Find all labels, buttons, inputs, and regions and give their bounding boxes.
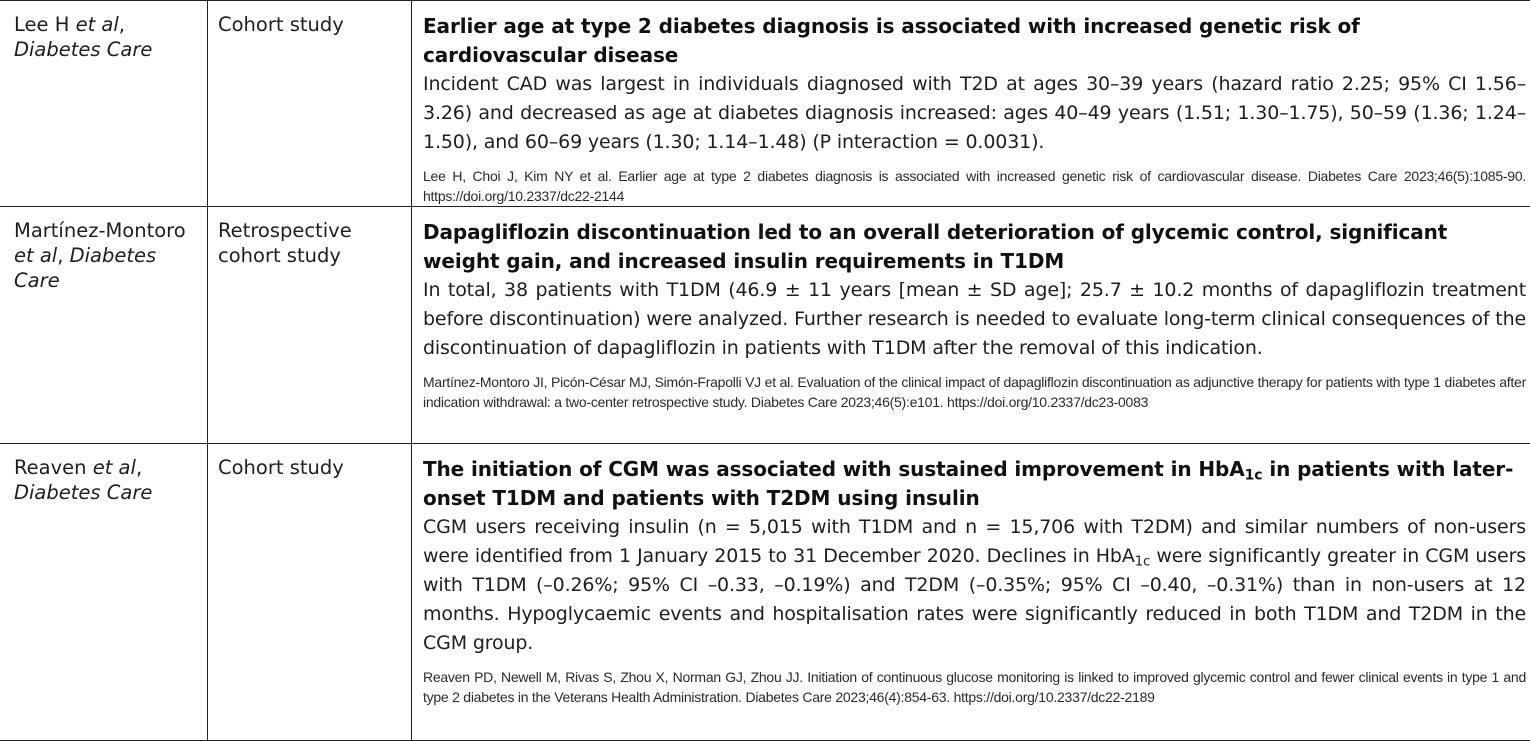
design-cell (208, 444, 412, 741)
author-name: Reaven (14, 456, 93, 479)
finding-summary: In total, 38 patients with T1DM (46.9 ± 11 years [mean ± SD age]; 25.7 ± 10.2 months of dapagliflozin treatment before discontinuation) were analyzed. Further research is needed to evaluate long-term clinical consequences of the discontinuation of dapagliflozin in patients with T1DM after the removal of this indication. (423, 276, 1526, 363)
finding-title: Dapagliflozin discontinuation led to an overall deterioration of glycemic control, significant weight gain, and increased insulin requirements in T1DM (423, 218, 1526, 276)
reference: Martínez-Montoro JI, Picón-César MJ, Simón-Frapolli VJ et al. Evaluation of the clinical impact of dapagliflozin discontinuation as adjunctive therapy for patients with type 1 diabetes after indication withdrawal: a two-center retrospective study. Diabetes Care 2023;46(5):e101. https://doi.org/10.2337/dc23-0083 (423, 372, 1526, 412)
finding-title (423, 455, 1526, 513)
design-cell (208, 1, 412, 207)
study-design: Cohort study (208, 444, 411, 480)
reference: Reaven PD, Newell M, Rivas S, Zhou X, Norman GJ, Zhou JJ. Initiation of continuous glucose monitoring is linked to improved glycemic control and fewer clinical events in type 1 and type 2 diabetes in the Veterans Health Administration. Diabetes Care 2023;46(4):854-63. https://doi.org/10.2337/dc22-2189 (423, 667, 1526, 707)
finding-summary (423, 513, 1526, 658)
finding-summary-part: were significantly greater in CGM users with T1DM (–0.26%; 95% CI –0.33, –0.19%) and T2DM (–0.35%; 95% CI –0.40, –0.31%) than in non-users at 12 months. Hypoglycaemic events and hospitalisation rates were significantly reduced in both T1DM and T2DM in the CGM group. (423, 545, 1526, 654)
journal-name: Diabetes Care (14, 481, 152, 504)
finding-title-part: The initiation of CGM was associated with sustained improvement in HbA (423, 457, 1245, 481)
table-row (0, 444, 1530, 741)
finding-cell (412, 444, 1530, 741)
journal-name: Diabetes Care (14, 244, 156, 292)
author-cell (0, 444, 208, 741)
author-separator: , (136, 456, 142, 479)
author-etal: et al (76, 13, 119, 36)
author-etal: et al (14, 244, 57, 267)
finding-cell (412, 207, 1530, 444)
finding-title-subscript: 1c (1245, 468, 1263, 484)
finding-summary-part: CGM users receiving insulin (n = 5,015 with T1DM and n = 15,706 with T2DM) and similar numbers of non-users were identified from 1 January 2015 to 31 December 2020. Declines in HbA (423, 516, 1526, 567)
finding-title-part: in patients with later-onset T1DM and patients with T2DM using insulin (423, 457, 1513, 510)
finding-summary-subscript: 1c (1135, 554, 1150, 569)
author-name: Lee H (14, 13, 76, 36)
finding-cell (412, 1, 1530, 207)
table-row (0, 207, 1530, 444)
author-name: Martínez-Montoro (14, 219, 186, 242)
author-cell (0, 207, 208, 444)
study-design: Cohort study (208, 1, 411, 37)
design-cell (208, 207, 412, 444)
author-separator: , (119, 13, 125, 36)
study-design: Retrospective cohort study (208, 207, 411, 268)
journal-name: Diabetes Care (14, 38, 152, 61)
finding-title: Earlier age at type 2 diabetes diagnosis is associated with increased genetic risk of cardiovascular disease (423, 12, 1526, 70)
author-separator: , (57, 244, 63, 267)
table-row (0, 1, 1530, 207)
reference: Lee H, Choi J, Kim NY et al. Earlier age at type 2 diabetes diagnosis is associated with increased genetic risk of cardiovascular disease. Diabetes Care 2023;46(5):1085-90. https://doi.org/10.2337/dc22-2144 (423, 166, 1526, 206)
finding-summary: Incident CAD was largest in individuals diagnosed with T2D at ages 30–39 years (hazard ratio 2.25; 95% CI 1.56–3.26) and decreased as age at diabetes diagnosis increased: ages 40–49 years (1.51; 1.30–1.75), 50–59 (1.36; 1.24–1.50), and 60–69 years (1.30; 1.14–1.48) (P interaction = 0.0031). (423, 70, 1526, 157)
author-etal: et al (93, 456, 136, 479)
author-cell (0, 1, 208, 207)
